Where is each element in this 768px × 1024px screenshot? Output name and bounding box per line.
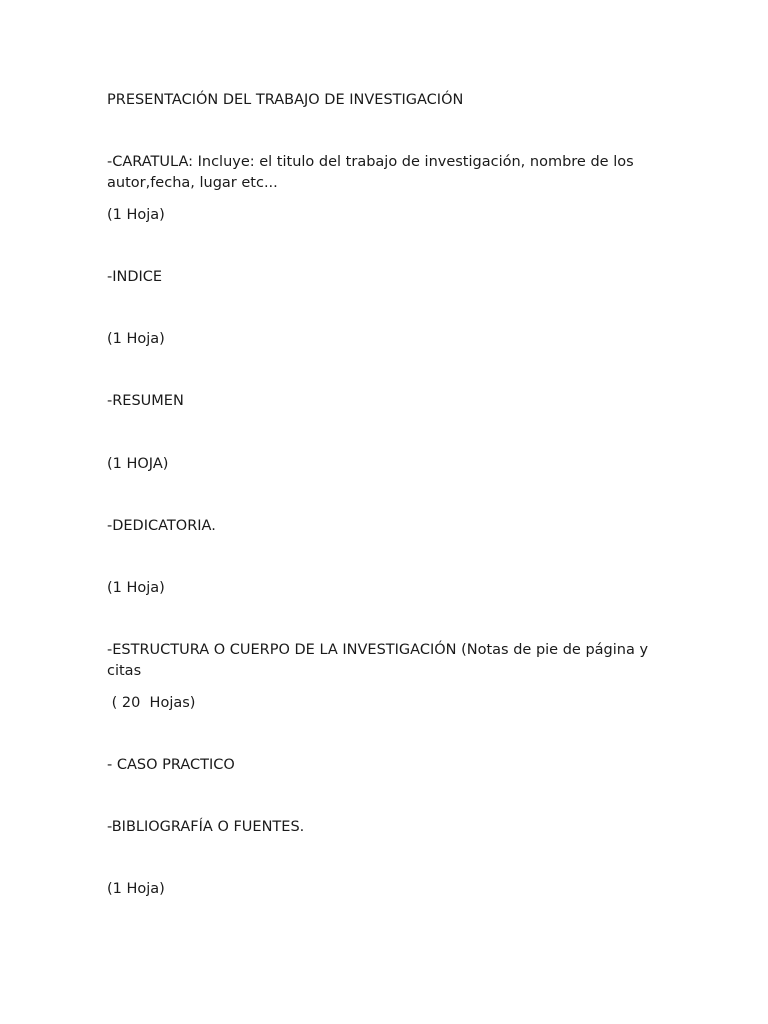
caratula-pages: (1 Hoja) xyxy=(107,207,165,223)
indice-item: -INDICE xyxy=(107,269,163,285)
caso-practico-item: - CASO PRACTICO xyxy=(107,757,235,773)
dedicatoria-item: -DEDICATORIA. xyxy=(107,518,216,534)
dedicatoria-pages: (1 Hoja) xyxy=(107,580,165,596)
resumen-item: -RESUMEN xyxy=(107,393,184,409)
caratula-item: -CARATULA: Incluye: el titulo del trabajo de investigación, nombre de los autor,fecha, lugar etc... xyxy=(107,154,639,191)
bibliografia-pages: (1 Hoja) xyxy=(107,881,165,897)
resumen-pages: (1 HOJA) xyxy=(107,456,169,472)
estructura-item: -ESTRUCTURA O CUERPO DE LA INVESTIGACIÓN (Notas de pie de página y citas xyxy=(107,642,653,679)
indice-pages: (1 Hoja) xyxy=(107,331,165,347)
document-title: PRESENTACIÓN DEL TRABAJO DE INVESTIGACIÓN xyxy=(107,92,464,108)
estructura-pages: ( 20 Hojas) xyxy=(107,695,196,711)
bibliografia-item: -BIBLIOGRAFÍA O FUENTES. xyxy=(107,819,305,835)
